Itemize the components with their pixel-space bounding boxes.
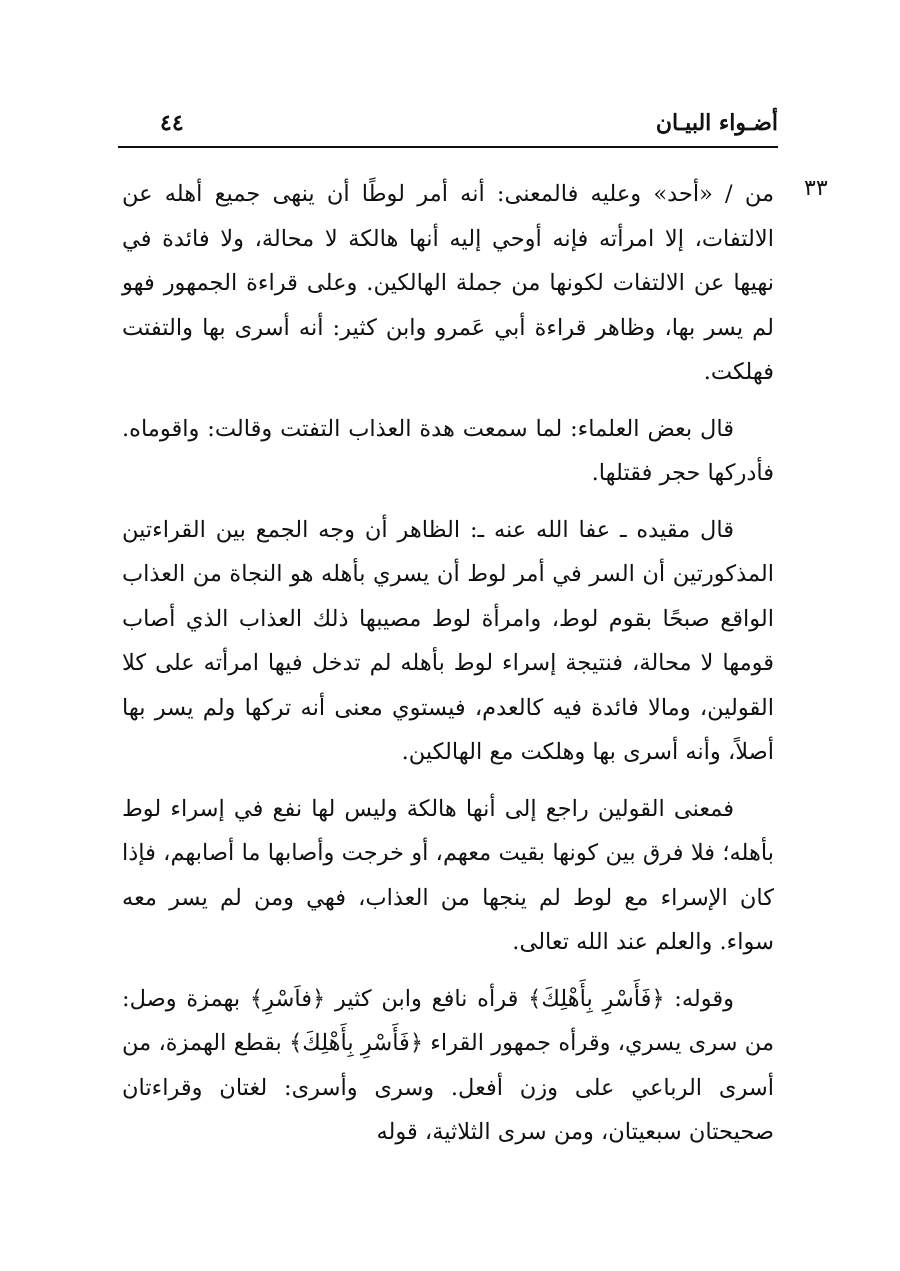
book-title: أضـواء البيـان <box>655 110 778 136</box>
paragraph: وقوله: ﴿فَأَسْرِ بِأَهْلِكَ﴾ قرأه نافع وابن كثير ﴿فاَسْرِ﴾ بهمزة وصل: من سرى يسري، وقرأه جمهور القراء ﴿فَأَسْرِ بِأَهْلِكَ﴾ بقطع الهمزة، من أسرى الرباعي على وزن أفعل. وسرى وأسرى: لغتان وقراءتان صحيحتان سبعيتان، ومن سرى الثلاثية، قوله <box>122 985 774 1145</box>
paragraph: فمعنى القولين راجع إلى أنها هالكة وليس لها نفع في إسراء لوط بأهله؛ فلا فرق بين كونها بقيت معهم، أو خرجت وأصابها ما أصابهم، فإذا كان الإسراء مع لوط لم ينجها من العذاب، فهي ومن لم يسر معه سواء. والعلم عند الله تعالى. <box>122 795 774 955</box>
running-header <box>118 108 778 142</box>
body-text <box>122 172 774 1167</box>
page-number: ٤٤ <box>160 110 184 136</box>
header-rule <box>118 146 778 148</box>
paragraph: قال مقيده ـ عفا الله عنه ـ: الظاهر أن وجه الجمع بين القراءتين المذكورتين أن السر في أمر لوط أن يسري بأهله هو النجاة من العذاب الواقع صبحًا بقوم لوط، وامرأة لوط مصيبها ذلك العذاب الذي أصاب قومها لا محالة، فنتيجة إسراء لوط بأهله لم تدخل فيها امرأته على كلا القولين، ومالا فائدة فيه كالعدم، فيستوي معنى أنه تركها ولم يسر بها أصلاً، وأنه أسرى بها وهلكت مع الهالكين. <box>122 516 774 765</box>
paragraph: قال بعض العلماء: لما سمعت هدة العذاب التفتت وقالت: واقوماه. فأدركها حجر فقتلها. <box>122 415 774 486</box>
margin-note: ٣٣ <box>804 176 828 201</box>
paragraph: من / «أحد» وعليه فالمعنى: أنه أمر لوطًا أن ينهى جميع أهله عن الالتفات، إلا امرأته فإنه أوحي إليه أنها هالكة لا محالة، ولا فائدة في نهيها عن الالتفات لكونها من جملة الهالكين. وعلى قراءة الجمهور فهو لم يسر بها، وظاهر قراءة أبي عَمرو وابن كثير: أنه أسرى بها والتفتت فهلكت. <box>122 181 774 385</box>
